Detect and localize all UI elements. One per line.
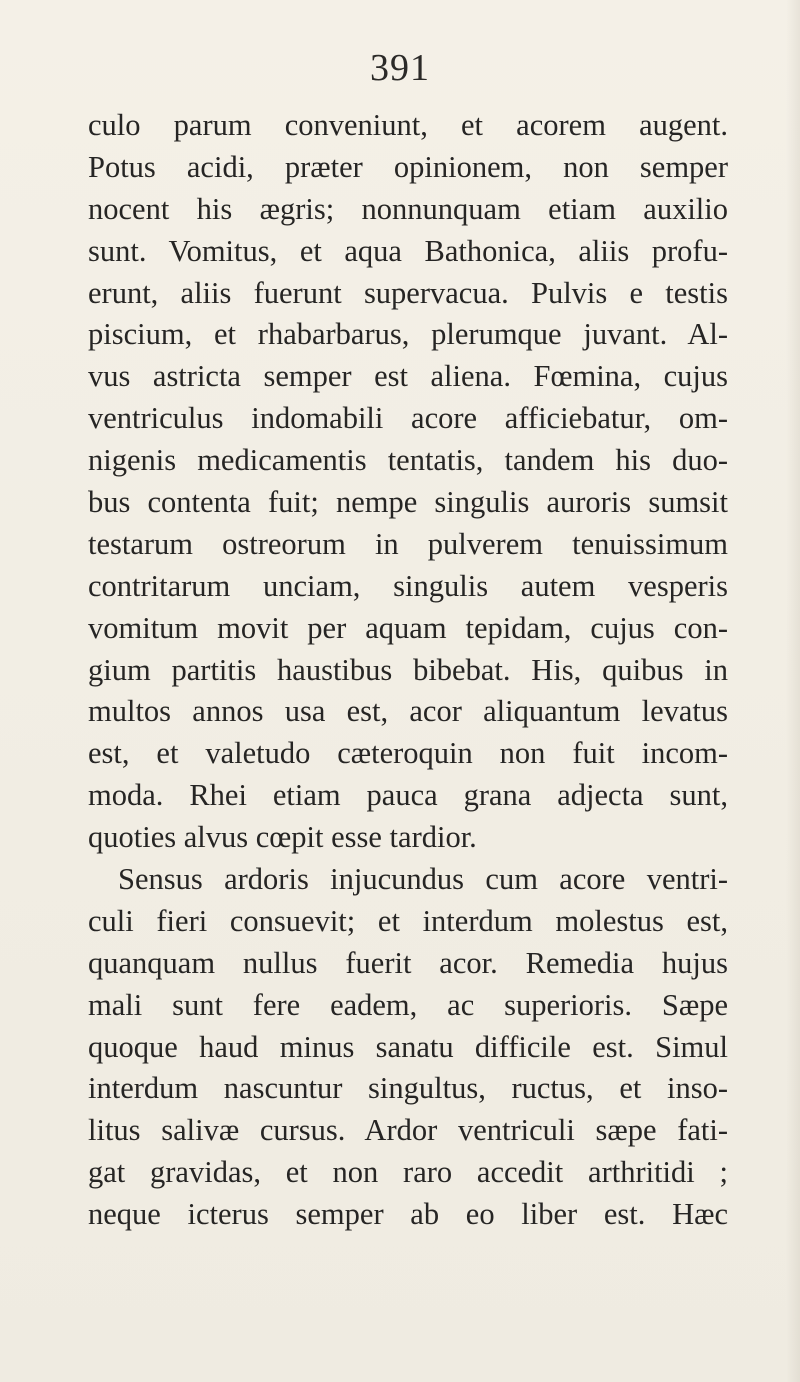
- text-line: vus astricta semper est aliena. Fœmina, cujus: [88, 359, 728, 394]
- text-line: contritarum unciam, singulis autem vesperis: [88, 568, 728, 603]
- text-line: quoque haud minus sanatu difficile est. Simul: [88, 1029, 728, 1064]
- page-number: 391: [370, 47, 430, 89]
- paragraph-start-line: Sensus ardoris injucundus cum acore ventri-: [118, 862, 728, 897]
- page-edge-shadow: [786, 0, 800, 1382]
- text-line: nigenis medicamentis tentatis, tandem his duo-: [88, 443, 728, 478]
- text-line: est, et valetudo cæteroquin non fuit incom-: [88, 736, 728, 771]
- text-line: multos annos usa est, acor aliquantum levatus: [88, 694, 728, 729]
- text-line: litus salivæ cursus. Ardor ventriculi sæpe fati-: [88, 1113, 728, 1148]
- text-line: sunt. Vomitus, et aqua Bathonica, aliis profu-: [88, 233, 728, 268]
- text-line: ventriculus indomabili acore afficiebatur, om-: [88, 401, 728, 436]
- body-text: [88, 105, 728, 1236]
- text-line: interdum nascuntur singultus, ructus, et inso-: [88, 1071, 728, 1106]
- text-line: bus contenta fuit; nempe singulis auroris sumsit: [88, 485, 728, 520]
- text-line: erunt, aliis fuerunt supervacua. Pulvis e testis: [88, 275, 728, 310]
- text-line: gat gravidas, et non raro accedit arthritidi ;: [88, 1155, 728, 1190]
- text-line: testarum ostreorum in pulverem tenuissimum: [88, 526, 728, 561]
- text-line: piscium, et rhabarbarus, plerumque juvant. Al-: [88, 317, 728, 352]
- text-line: neque icterus semper ab eo liber est. Hæc: [88, 1197, 728, 1232]
- text-line: gium partitis haustibus bibebat. His, quibus in: [88, 652, 728, 687]
- text-line: vomitum movit per aquam tepidam, cujus con-: [88, 610, 728, 645]
- text-line: culo parum conveniunt, et acorem augent.: [88, 108, 728, 142]
- text-line: nocent his ægris; nonnunquam etiam auxilio: [88, 191, 728, 226]
- paragraph-end-line: quoties alvus cœpit esse tardior.: [88, 820, 477, 855]
- text-line: mali sunt fere eadem, ac superioris. Sæpe: [88, 987, 728, 1022]
- text-line: Potus acidi, præter opinionem, non semper: [88, 149, 728, 184]
- text-line: culi fieri consuevit; et interdum molestus est,: [88, 903, 728, 938]
- text-line: quanquam nullus fuerit acor. Remedia hujus: [88, 945, 728, 980]
- text-line: moda. Rhei etiam pauca grana adjecta sunt,: [88, 778, 728, 813]
